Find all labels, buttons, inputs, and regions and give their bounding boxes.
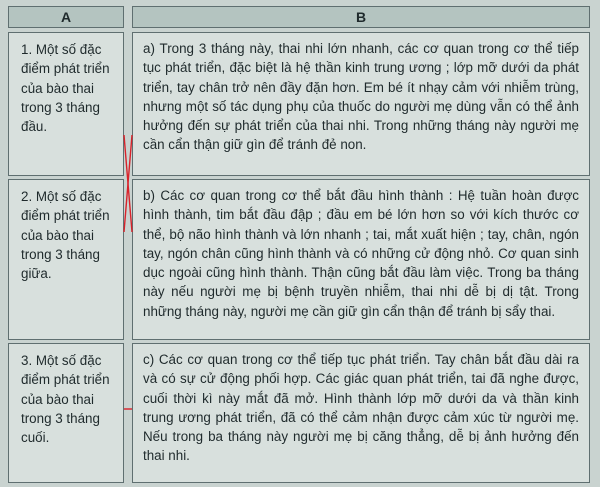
column-b-item-a[interactable]: a) Trong 3 tháng này, thai nhi lớn nhanh, các cơ quan trong cơ thể tiếp tục phát triển, đặc biệt là hệ thần kinh trung ương ; lớp mỡ dưới da phát triển, tay chân trở nên đầy đặn hơn. Em bé ít nhạy cảm với nhiễm trùng, nhưng một số tác dụng phụ của thuốc do người mẹ dùng vẫn có thể ảnh hưởng đến sự phát triển của thai nhi. Trong những tháng này người mẹ cần cẩn thận giữ gìn để tránh đẻ non. — [132, 32, 590, 176]
column-a-item-1[interactable]: 1. Một số đặc điểm phát triển của bào thai trong 3 tháng đầu. — [8, 32, 124, 176]
column-b-item-c[interactable]: c) Các cơ quan trong cơ thể tiếp tục phát triển. Tay chân bắt đầu dài ra và có sự cử động phối hợp. Các giác quan phát triển, tai đã nghe được, cuối thời kì này mắt đã mở. Hình thành lớp mỡ dưới da và thần kinh trung ương phát triển, đã có thể cảm nhận được cảm xúc từ người mẹ. Nếu trong ba tháng này người mẹ bị căng thẳng, dễ bị ảnh hưởng đến thai nhi. — [132, 343, 590, 483]
column-b-item-b[interactable]: b) Các cơ quan trong cơ thể bắt đầu hình thành : Hệ tuần hoàn được hình thành, tim bắt đầu đập ; đầu em bé lớn hơn so với kích thước cơ thể, bộ não hình thành và lớn nhanh ; tai, mắt xuất hiện ; tay, chân, ngón tay, ngón chân cũng hình thành và có những cử động nhỏ. Cơ quan sinh dục ngoài cũng hình thành. Thận cũng bắt đầu làm việc. Trong ba tháng này nếu người mẹ bị bệnh truyền nhiễm, thai nhi dễ bị dị tật. Trong những tháng này, người mẹ cần giữ gìn cẩn thận để tránh bị sẩy thai. — [132, 179, 590, 340]
column-a-item-3[interactable]: 3. Một số đặc điểm phát triển của bào thai trong 3 tháng cuối. — [8, 343, 124, 483]
column-b-header: B — [132, 6, 590, 28]
column-a-item-2[interactable]: 2. Một số đặc điểm phát triển của bào thai trong 3 tháng giữa. — [8, 179, 124, 340]
column-a-header: A — [8, 6, 124, 28]
